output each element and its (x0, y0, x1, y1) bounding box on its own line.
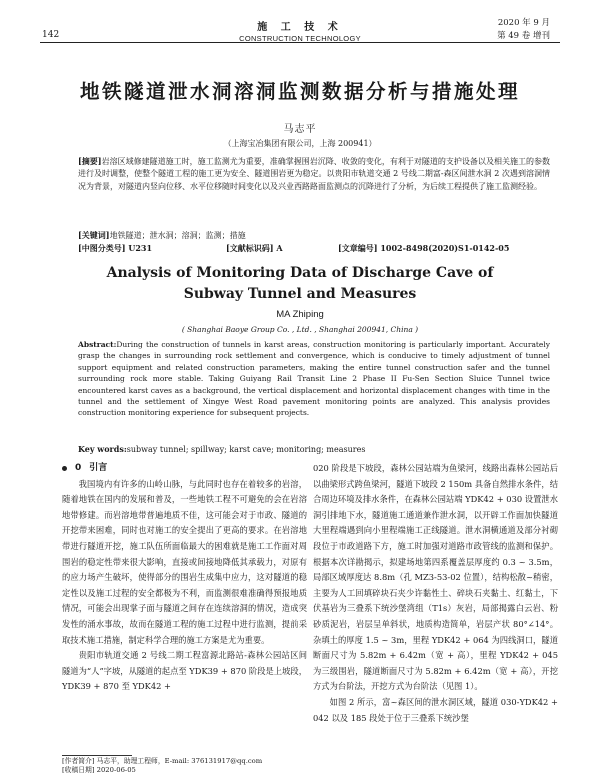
body-paragraph: 如图 2 所示，富~森区间的泄水洞区域，隧道 030-YDK42 + 042 以及 185 段处于位于三叠系下统沙堡 (313, 696, 558, 723)
footnote (62, 757, 307, 775)
abstract-cn-label: [摘要] (78, 156, 102, 166)
title-en-line-2: Subway Tunnel and Measures (183, 286, 417, 302)
footnote-author-info: [作者简介] 马志平，助理工程师，E-mail: 376131917@qq.com (62, 757, 263, 765)
document-code: [文献标识码] A (226, 243, 283, 253)
title-en (0, 263, 600, 305)
issue-volume: 第 49 卷 增刊 (497, 31, 550, 41)
abstract-en-text: During the construction of tunnels in karst areas, construction monitoring is particularly important. Accurately grasp the changes in surrounding rock settlement and convergence, which is conducive to timely adjustment of tunnel support equipment and related construction parameters, making the entire tunnel construction safer and the tunnel surrounding rock more stable. Taking Guiyang Rail Transit Line 2 Phase II Fu-Sen Section Sluice Tunnel twice encountered karst caves as a background, the vertical displacement and horizontal displacement changes with time in the tunnel and the settlement of Xingye West Road pavement monitoring points are analyzed. This analysis provides construction monitoring experience for subsequent projects. (78, 340, 550, 418)
author-en: MA Zhiping (276, 309, 324, 320)
section-bullet-icon (62, 466, 67, 471)
title-cn: 地铁隧道泄水洞溶洞监测数据分析与措施处理 (79, 80, 520, 103)
section-title: 引言 (89, 463, 108, 473)
header-rule (40, 42, 560, 43)
footnote-received-date: [收稿日期] 2020-06-05 (62, 766, 136, 774)
affiliation-en: ( Shanghai Baoye Group Co. , Ltd. , Shanghai 200941, China ) (181, 325, 419, 334)
keywords-en-text: subway tunnel; spillway; karst cave; monitoring; measures (126, 445, 366, 454)
abstract-en-label: Abstract: (78, 340, 117, 349)
issue-date: 2020 年 9 月 (497, 18, 550, 28)
affiliation-cn: （上海宝冶集团有限公司，上海 200941） (223, 139, 377, 148)
keywords-cn-text: 地铁隧道；泄水洞；溶洞；监测；措施 (109, 231, 246, 240)
abstract-cn (78, 155, 550, 193)
body-paragraph: 我国境内有许多的山岭山脉，与此同时也存在着较多的岩溶，随着地铁在国内的发展和普及，一些地铁工程不可避免的会在岩溶地带修建。而岩溶地带普遍地质不佳，这可能会对于市政、隧道的开挖带来困难，同时也对施工的安全提出了更高的要求。在岩溶地带进行隧道开挖，施工队伍所面临最大的困难就是施工工作面对周围岩的稳定性带来很大影响，直接或间接地降低其承载力，对原有的应力场产生破坏，使得部分的围岩生成集中应力，这对隧道的稳定性以及施工过程的安全都极为不利，而监测很难准确得预报地质情况，可能会出现掌子面与隧道之间存在连续溶洞的情况，造成突发性的涌水事故，故而在隧道工程的施工过程中进行监测，提前采取技术施工措施，制定科学合理的施工方案是尤为重要。 (62, 478, 307, 645)
journal-name-cn: 施 工 技 术 (257, 22, 343, 33)
footnote-rule (62, 755, 132, 756)
issue-info (497, 17, 550, 43)
keywords-en-label: Key words: (78, 444, 127, 454)
article-number: [文章编号] 1002-8498(2020)S1-0142-05 (338, 243, 510, 253)
body-paragraph: 020 阶段是下坡段，森林公园站端为鱼梁河，线路出森林公园站后以曲梁形式跨鱼梁河，隧道下坡段 2 150m 具备自然排水条件，结合周边环境及排水条件，在森林公园站端 YDK42 + 030 设置泄水洞引排地下水，隧道施工通道兼作泄水洞，以开辟工作面加快隧道大里程端遇到向小里程端施工正线隧道。泄水洞横通道及部分衬砌段位于市政道路下方，施工时加强对道路市政管线的监测和保护。根据本次详勘揭示，拟建场地第四系覆盖层厚度约 0.3 ~ 3.5m，局部区域厚度达 8.8m（孔 MZ3-53-02 位置），结构松散~稍密，主要为人工回填碎块石夹少许黏性土、碎块石夹黏土、红黏土，下伏基岩为三叠系下统沙堡湾组（T1s）灰岩，局部揭露白云岩、粉砂质泥岩，岩层呈单斜状，地质构造简单，岩层产状 80°∠14°。杂填土的厚度 1.5 ~ 3m，里程 YDK42 + 064 为四线洞口，隧道断面尺寸为 5.82m + 6.42m（宽 + 高），里程 YDK42 + 045 为三级围岩，隧道断面尺寸为 5.82m + 6.42m（宽 + 高），开挖方式为台阶法，开挖方式为台阶法（见图 1）。 (313, 463, 558, 692)
abstract-cn-text: 岩溶区域修建隧道施工时，施工监测尤为重要，准确掌握围岩沉降、收敛的变化，有利于对隧道的支护设备以及相关施工的参数进行及时调整，使整个隧道工程的施工更为安全、隧道围岩更为稳定。以贵阳市轨道交通 2 号线二期富-森区间泄水洞 2 次遇到溶洞情况为背景，对隧道内竖向位移、水平位移随时间变化以及兴业西路路面监测点的沉降进行了分析，为后续工程提供了施工监测经验。 (78, 157, 550, 191)
keywords-cn-label: [关键词] (78, 230, 110, 240)
body-paragraph: 贵阳市轨道交通 2 号线二期工程富源北路站-森林公园站区间隧道为“人”字坡，从隧道的起点至 YDK39 + 870 阶段是上坡段，YDK39 + 870 至 YDK42 + (62, 650, 307, 692)
author-cn: 马志平 (283, 124, 317, 135)
classification-codes (78, 243, 558, 254)
clc-code: [中图分类号] U231 (78, 243, 153, 253)
page-number: 142 (42, 30, 60, 40)
keywords-cn (78, 230, 550, 241)
journal-name-en: CONSTRUCTION TECHNOLOGY (239, 34, 361, 43)
keywords-en (78, 444, 550, 454)
body-column-right (313, 461, 558, 726)
section-number: 0 (75, 463, 82, 473)
abstract-en (78, 339, 550, 419)
section-heading-intro (62, 461, 307, 477)
body-column-left (62, 461, 307, 695)
title-en-line-1: Analysis of Monitoring Data of Discharge Cave of (106, 265, 494, 281)
